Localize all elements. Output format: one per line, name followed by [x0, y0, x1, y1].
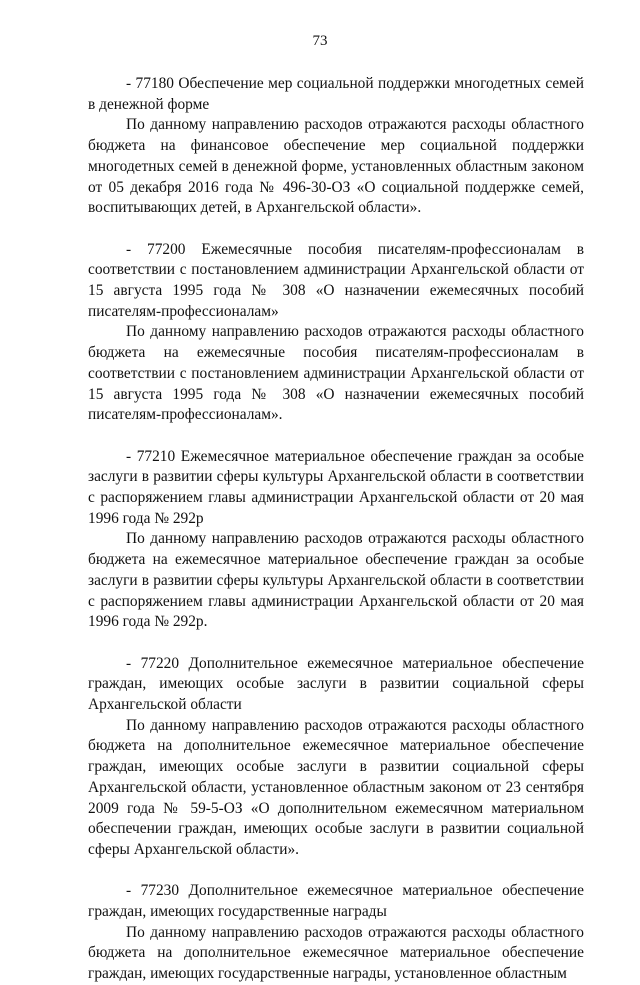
section-gap [88, 633, 584, 654]
section-gap [88, 426, 584, 447]
section-77200 [88, 240, 584, 426]
section-77220 [88, 654, 584, 861]
section-heading: - 77210 Ежемесячное материальное обеспечение граждан за особые заслуги в развитии сферы культуры Архангельской области в соответствии с распоряжением главы администрации Архангельской области от 20 мая 1996 года № 292р [88, 447, 584, 527]
section-body: По данному направлению расходов отражаются расходы областного бюджета на дополнительное ежемесячное материальное обеспечение граждан, имеющих государственные награды, установленное областным [88, 923, 584, 983]
section-body: По данному направлению расходов отражаются расходы областного бюджета на ежемесячное материальное обеспечение граждан за особые заслуги в развитии сферы культуры Архангельской области в соответствии с распоряжением главы администрации Архангельской области от 20 мая 1996 года № 292р. [88, 530, 584, 631]
section-77180 [88, 74, 584, 219]
section-body: По данному направлению расходов отражаются расходы областного бюджета на ежемесячные пособия писателям-профессионалам в соответствии с постановлением администрации Архангельской области от 15 августа 1995 года № 308 «О назначении ежемесячных пособий писателям-профессионалам». [88, 323, 584, 424]
page-number: 73 [312, 33, 328, 49]
section-heading: - 77200 Ежемесячные пособия писателям-профессионалам в соответствии с постановлением администрации Архангельской области от 15 августа 1995 года № 308 «О назначении ежемесячных пособий писателям-профессионалам» [88, 240, 584, 320]
section-77210 [88, 447, 584, 633]
section-body: По данному направлению расходов отражаются расходы областного бюджета на дополнительное ежемесячное материальное обеспечение граждан, имеющих особые заслуги в развитии социальной сферы Архангельской области, установленное областным законом от 23 сентября 2009 года № 59-5-ОЗ «О дополнительном ежемесячном материальном обеспечении граждан, имеющих особые заслуги в развитии социальной сферы Архангельской области». [88, 716, 584, 858]
section-77230 [88, 881, 584, 985]
document-body [88, 74, 584, 985]
section-body: По данному направлению расходов отражаются расходы областного бюджета на финансовое обеспечение мер социальной поддержки многодетных семей в денежной форме, установленных областным законом от 05 декабря 2016 года № 496-30-ОЗ «О социальной поддержке семей, воспитывающих детей, в Архангельской области». [88, 116, 584, 217]
section-gap [88, 861, 584, 882]
section-heading: - 77230 Дополнительное ежемесячное материальное обеспечение граждан, имеющих государственные награды [88, 882, 584, 921]
section-gap [88, 219, 584, 240]
section-heading: - 77180 Обеспечение мер социальной поддержки многодетных семей в денежной форме [88, 75, 584, 113]
section-heading: - 77220 Дополнительное ежемесячное материальное обеспечение граждан, имеющих особые заслуги в развитии социальной сферы Архангельской области [88, 654, 584, 714]
